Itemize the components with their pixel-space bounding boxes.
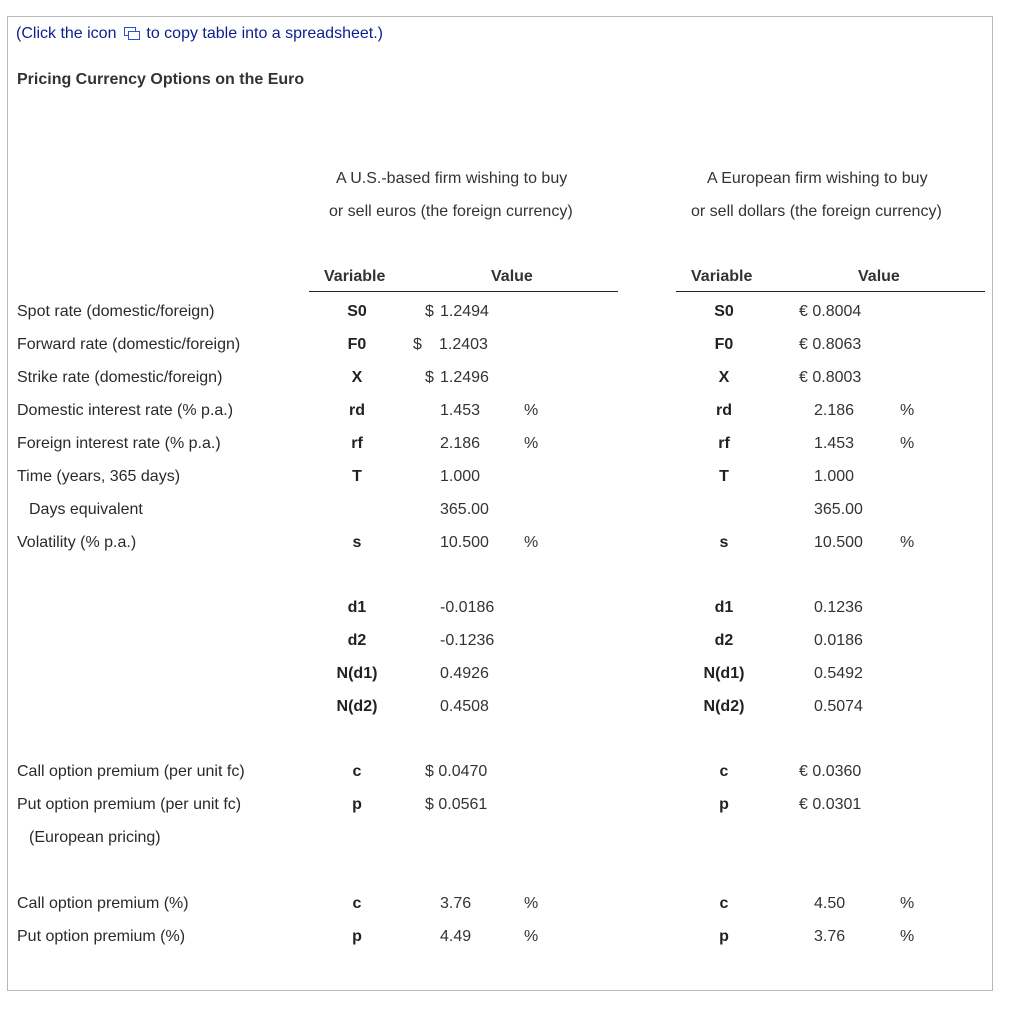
us-value: $ 0.0470 — [425, 763, 488, 780]
us-value: 1.2403 — [439, 336, 488, 353]
eu-value: € 0.8004 — [799, 303, 862, 320]
row-label: Strike rate (domestic/foreign) — [17, 369, 223, 386]
us-value: 1.2496 — [440, 369, 489, 386]
us-variable: X — [351, 369, 363, 386]
eu-heading-line1: A European firm wishing to buy — [707, 170, 928, 187]
us-variable: c — [352, 895, 362, 912]
eu-col-variable-header: Variable — [691, 268, 753, 285]
us-percent-sign: % — [524, 895, 539, 912]
eu-heading-line2: or sell dollars (the foreign currency) — [691, 203, 942, 220]
eu-value: € 0.0360 — [799, 763, 862, 780]
us-heading-line1: A U.S.-based firm wishing to buy — [336, 170, 568, 187]
us-variable: s — [352, 534, 362, 551]
us-value: 365.00 — [440, 501, 489, 518]
us-variable: F0 — [347, 336, 367, 353]
us-value: 0.4926 — [440, 665, 489, 682]
eu-col-value-header: Value — [858, 268, 900, 285]
eu-value: 1.453 — [814, 435, 855, 452]
us-value: $ 0.0561 — [425, 796, 488, 813]
us-value: -0.1236 — [440, 632, 495, 649]
row-label: Volatility (% p.a.) — [17, 534, 137, 551]
row-label: Call option premium (per unit fc) — [17, 763, 245, 780]
copy-instruction-suffix: to copy table into a spreadsheet.) — [146, 25, 383, 42]
eu-variable: X — [718, 369, 730, 386]
us-variable: rf — [351, 435, 363, 452]
us-variable: p — [352, 928, 362, 945]
eu-variable: d2 — [714, 632, 734, 649]
row-label: Put option premium (%) — [17, 928, 186, 945]
row-label: Put option premium (per unit fc) — [17, 796, 242, 813]
us-variable: T — [352, 468, 362, 485]
eu-value: € 0.8003 — [799, 369, 862, 386]
us-variable: d2 — [347, 632, 367, 649]
us-value: 0.4508 — [440, 698, 489, 715]
eu-percent-sign: % — [900, 402, 915, 419]
us-percent-sign: % — [524, 435, 539, 452]
eu-variable: p — [719, 928, 729, 945]
eu-percent-sign: % — [900, 895, 915, 912]
us-currency-symbol: $ — [413, 336, 422, 353]
row-label: Days equivalent — [29, 501, 143, 518]
eu-value: 0.5074 — [814, 698, 863, 715]
eu-variable: T — [719, 468, 729, 485]
row-label: Call option premium (%) — [17, 895, 189, 912]
eu-value: 1.000 — [814, 468, 855, 485]
us-percent-sign: % — [524, 928, 539, 945]
eu-value: € 0.0301 — [799, 796, 862, 813]
eu-variable: F0 — [714, 336, 734, 353]
eu-variable: S0 — [714, 303, 734, 320]
us-value: -0.0186 — [440, 599, 495, 616]
eu-value: 4.50 — [814, 895, 846, 912]
us-value: 3.76 — [440, 895, 472, 912]
eu-variable: N(d2) — [703, 698, 745, 715]
us-percent-sign: % — [524, 402, 539, 419]
copy-instruction — [16, 25, 383, 43]
row-label: Forward rate (domestic/foreign) — [17, 336, 241, 353]
us-header-rule — [309, 291, 618, 292]
us-value: 1.000 — [440, 468, 481, 485]
us-col-variable-header: Variable — [324, 268, 386, 285]
us-value: 1.2494 — [440, 303, 489, 320]
us-variable: rd — [349, 402, 365, 419]
eu-percent-sign: % — [900, 534, 915, 551]
eu-percent-sign: % — [900, 435, 915, 452]
row-label: Spot rate (domestic/foreign) — [17, 303, 215, 320]
row-label: Foreign interest rate (% p.a.) — [17, 435, 221, 452]
eu-value: 0.5492 — [814, 665, 863, 682]
us-variable: p — [352, 796, 362, 813]
eu-value: 10.500 — [814, 534, 863, 551]
eu-variable: p — [719, 796, 729, 813]
us-variable: S0 — [347, 303, 367, 320]
eu-value: 3.76 — [814, 928, 846, 945]
eu-header-rule — [676, 291, 985, 292]
eu-value: 0.0186 — [814, 632, 863, 649]
us-variable: d1 — [347, 599, 367, 616]
copy-table-icon[interactable] — [124, 27, 139, 39]
page-title: Pricing Currency Options on the Euro — [17, 71, 305, 88]
eu-variable: c — [719, 763, 729, 780]
eu-value: € 0.8063 — [799, 336, 862, 353]
european-pricing-note: (European pricing) — [29, 829, 161, 846]
eu-variable: s — [719, 534, 729, 551]
us-heading-line2: or sell euros (the foreign currency) — [329, 203, 573, 220]
us-value: 1.453 — [440, 402, 481, 419]
us-value: 10.500 — [440, 534, 489, 551]
row-label: Time (years, 365 days) — [17, 468, 181, 485]
eu-variable: rd — [716, 402, 732, 419]
us-variable: N(d2) — [336, 698, 378, 715]
us-percent-sign: % — [524, 534, 539, 551]
us-variable: N(d1) — [336, 665, 378, 682]
eu-value: 365.00 — [814, 501, 863, 518]
us-currency-symbol: $ — [425, 303, 434, 320]
eu-value: 2.186 — [814, 402, 855, 419]
row-label: Domestic interest rate (% p.a.) — [17, 402, 234, 419]
us-variable: c — [352, 763, 362, 780]
eu-value: 0.1236 — [814, 599, 863, 616]
copy-instruction-prefix: (Click the icon — [16, 25, 117, 42]
us-currency-symbol: $ — [425, 369, 434, 386]
us-value: 4.49 — [440, 928, 472, 945]
us-col-value-header: Value — [491, 268, 533, 285]
eu-percent-sign: % — [900, 928, 915, 945]
us-value: 2.186 — [440, 435, 481, 452]
eu-variable: rf — [718, 435, 730, 452]
eu-variable: N(d1) — [703, 665, 745, 682]
eu-variable: c — [719, 895, 729, 912]
eu-variable: d1 — [714, 599, 734, 616]
